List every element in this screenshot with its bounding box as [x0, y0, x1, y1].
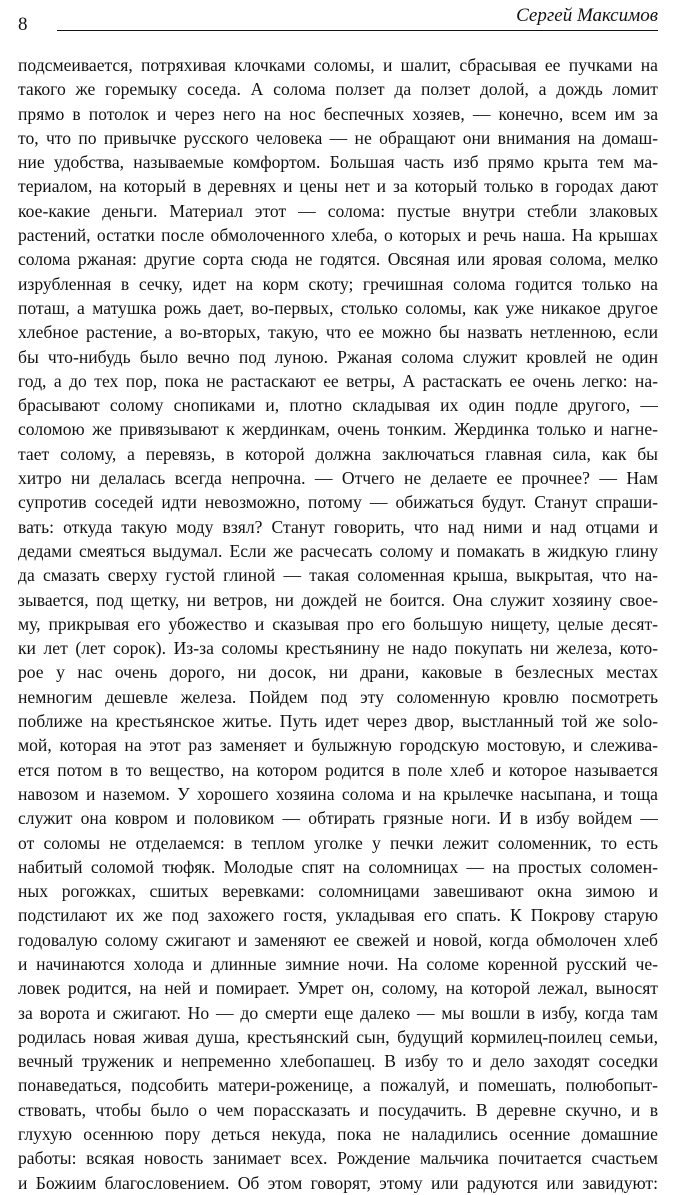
- text-line: ствовать, чтобы было о чем порассказать и посудачить. В деревне скучно, и в: [18, 1099, 658, 1120]
- text-line: териалом, на который в деревнях и цены нет и за который только в городах дают: [18, 176, 658, 197]
- text-line: ется потом в то вещество, на котором родится в поле хлеб и которое называется: [18, 759, 658, 780]
- text-line: зывается, под щетку, ни ветров, ни дождей не боится. Она служит хозяину свое-: [18, 589, 658, 610]
- text-line: му, прикрывая его убожество и сказывая про его большую нищету, целые десят-: [18, 613, 658, 634]
- text-line: дедами смеяться выдумал. Если же расчесать солому и помакать в жидкую глину: [18, 540, 658, 561]
- text-line: изрубленная в сечку, идет на корм скоту; гречишная солома годится только на: [18, 273, 658, 294]
- running-title: Сергей Максимов: [516, 5, 658, 26]
- text-line: брасывают солому снопиками и, плотно складывая их один подле другого, —: [18, 395, 658, 416]
- text-line: прямо в потолок и через него на нос беспечных хозяев, — конечно, всем им за: [18, 103, 658, 124]
- text-line: ных рогожках, сшитых веревками: соломницами завешивают окна зимою и: [18, 881, 658, 902]
- text-line: ловек родится, на ней и помирает. Умрет он, солому, на которой лежал, выносят: [18, 978, 658, 999]
- text-line: и начинаются холода и длинные зимние ночи. На соломе коренной русский че-: [18, 953, 658, 974]
- text-line: рое у нас очень дорого, ни досок, ни драни, каковые в безлесных местах: [18, 662, 658, 683]
- text-line: поташ, а матушка рожь дает, во-первых, столько соломы, как уже никакое другое: [18, 297, 658, 318]
- text-line: ки лет (лет сорок). Из-за соломы крестьянину не надо покупать ни железа, кото-: [18, 638, 658, 659]
- text-line: бы что-нибудь было вечно под луною. Ржаная солома служит кровлей не один: [18, 346, 658, 367]
- text-line: от соломы не отделаемся: в теплом уголке у печки лежит соломенник, то есть: [18, 832, 658, 853]
- text-line: за ворота и сжигают. Но — до смерти еще далеко — мы вошли в избу, когда там: [18, 1002, 658, 1023]
- text-line: навозом и наземом. У хорошего хозяина солома и на крылечке насыпана, и тоща: [18, 783, 658, 804]
- text-line: мой, которая на этот раз заменяет и булыжную городскую мостовую, и слежива-: [18, 735, 658, 756]
- page-number: 8: [18, 14, 28, 35]
- text-line: поближе на крестьянское житье. Путь идет через двор, выстланный той же solo-: [18, 711, 658, 732]
- text-line: тает солому, а перевязь, в которой должна заключаться главная сила, как бы: [18, 443, 658, 464]
- text-line: вечный труженик и непременно хлебопашец. В избу то и дело заходят соседки: [18, 1051, 658, 1072]
- text-line: подсмеивается, потряхивая клочками соломы, и шалит, сбрасывая ее пучками на: [18, 55, 658, 75]
- text-line: год, а до тех пор, пока не растаскают ее ветры, А растаскать ее очень легко: на-: [18, 370, 658, 391]
- text-line: такого же горемыку соседа. А солома ползет да ползет долой, а дождь ломит: [18, 79, 658, 100]
- text-line: глухую осеннюю пору деться некуда, пока не наладились осенние домашние: [18, 1124, 658, 1145]
- text-line: солома ржаная: другие сорта сюда не годятся. Овсяная или яровая солома, мелко: [18, 249, 658, 270]
- text-line: то, что по привычке русского человека — не обращают они внимания на домаш-: [18, 127, 658, 148]
- text-line: немногим дешевле железа. Пойдем под эту соломенную кровлю посмотреть: [18, 686, 658, 707]
- text-line: родилась новая живая душа, крестьянский сын, будущий кормилец-поилец семьи,: [18, 1026, 658, 1047]
- text-line: и Божиим благословением. Об этом говорят, этому или радуются или завидуют:: [18, 1172, 658, 1193]
- body-text: [18, 53, 658, 1195]
- text-line: ние удобства, называемые комфортом. Большая часть изб прямо крыта тем ма-: [18, 152, 658, 173]
- text-line: да смазать сверху густой глиной — такая соломенная крыша, выкрытая, что на-: [18, 565, 658, 586]
- text-line: работы: всякая новость занимает всех. Рождение мальчика почитается счастьем: [18, 1148, 658, 1169]
- text-line: хлебное растение, а во-вторых, такую, что ее можно бы назвать нетленною, если: [18, 322, 658, 343]
- text-line: вать: откуда такую моду взял? Станут говорить, что над ними и над отцами и: [18, 516, 658, 537]
- header-rule: [57, 30, 658, 31]
- text-line: подстилают их же под захожего гостя, укладывая его спать. К Покрову старую: [18, 905, 658, 926]
- text-line: кое-какие деньги. Материал этот — солома: пустые внутри стебли злаковых: [18, 200, 658, 221]
- text-line: супротив соседей идти невозможно, потому — обижаться будут. Станут спраши-: [18, 492, 658, 513]
- text-line: соломою же привязывают к жердинкам, очень тонким. Жердинка только и нагне-: [18, 419, 658, 440]
- text-line: годовалую солому сжигают и заменяют ее свежей и новой, когда обмолочен хлеб: [18, 929, 658, 950]
- text-line: хитро ни делалась всегда непрочна. — Отчего не делаете ее прочнее? — Нам: [18, 468, 658, 489]
- text-line: служит она ковром и половиком — обтирать грязные ноги. И в избу войдем —: [18, 808, 658, 829]
- text-line: понаведаться, подсобить матери-роженице, а пожалуй, и помешать, полюбопыт-: [18, 1075, 658, 1096]
- text-line: растений, остатки после обмолоченного хлеба, о которых и речь наша. На крышах: [18, 225, 658, 246]
- text-line: набитый соломой тюфяк. Молодые спят на соломницах — на простых соломен-: [18, 856, 658, 877]
